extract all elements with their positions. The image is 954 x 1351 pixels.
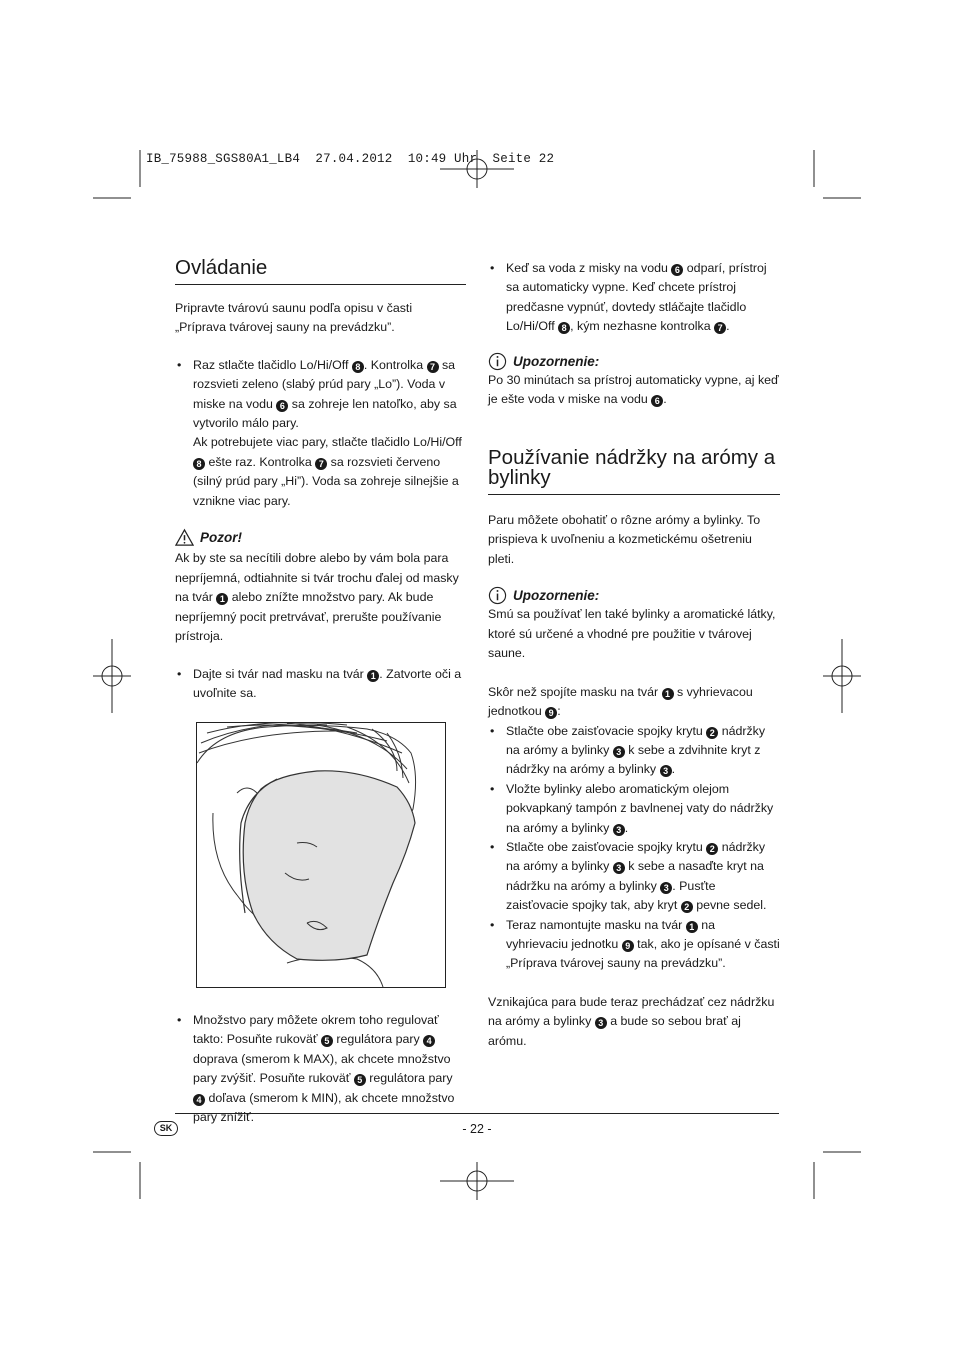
callout-1: 1 (367, 670, 379, 682)
left-column-bottom (175, 1011, 466, 1127)
intro-paragraph: Pripravte tvárovú saunu podľa opisu v časti „Príprava tvárovej sauny na prevádzku”. (175, 301, 413, 335)
page-number: - 22 - (462, 1122, 492, 1136)
info-icon (488, 586, 507, 605)
callout-6: 6 (651, 395, 663, 407)
callout-2: 2 (681, 901, 693, 913)
note-title: Upozornenie: (488, 586, 780, 605)
callout-6: 6 (671, 264, 683, 276)
face-sauna-illustration (196, 722, 446, 988)
list-item: • Stlačte obe zaisťovacie spojky krytu 2 nádržky na arómy a bylinky 3 k sebe a nasaďte kryt na nádržku na arómy a bylinky 3 . Pusťte zaisťovacie spojky tak, aby kryt 2 pevne sedel. (488, 838, 780, 916)
callout-3: 3 (660, 882, 672, 894)
warning-text: Ak by ste sa necítili dobre alebo by vám bola para nepríjemná, odtiahnite si tvár trochu ďalej od masky na tvár 1 alebo znížte množstvo pary. Ak bude nepríjemný pocit pretrvávať, prerušte používanie prístroja. (175, 551, 459, 644)
callout-3: 3 (613, 862, 625, 874)
callout-1: 1 (662, 688, 674, 700)
section-heading-aromy: Používanie nádržky na arómy a bylinky (488, 448, 780, 495)
list-item: • Vložte bylinky alebo aromatickým olejom pokvapkaný tampón z bavlnenej vaty do nádržky na arómy a bylinky 3 . (488, 780, 780, 838)
warning-triangle-icon (175, 528, 194, 547)
callout-8: 8 (352, 361, 364, 373)
callout-7: 7 (427, 361, 439, 373)
callout-8: 8 (193, 458, 205, 470)
callout-1: 1 (216, 593, 228, 605)
note-text: Smú sa používať len také bylinky a aromatické látky, ktoré sú určené a vhodné pre použitie v tvárovej saune. (488, 607, 776, 661)
bullet-list (175, 1011, 466, 1127)
warning-title: Pozor! (175, 528, 466, 547)
callout-4: 4 (193, 1094, 205, 1106)
callout-3: 3 (660, 765, 672, 777)
callout-7: 7 (315, 458, 327, 470)
callout-4: 4 (423, 1035, 435, 1047)
list-item: • Teraz namontujte masku na tvár 1 na vyhrievaciu jednotku 9 tak, ako je opísané v časti „Príprava tvárovej sauny na prevádzku”. (488, 916, 780, 974)
footer-rule (175, 1113, 779, 1114)
callout-5: 5 (321, 1035, 333, 1047)
list-item: • Množstvo pary môžete okrem toho regulovať takto: Posuňte rukoväť 5 regulátora pary 4 doprava (smerom k MAX), ak chcete množstvo pary zvýšiť. Posuňte rukoväť 5 regulátora pary 4 doľava (smerom k MIN), ak chcete množstvo pary znížiť. (175, 1011, 466, 1127)
steps-list (488, 722, 780, 974)
callout-3: 3 (613, 746, 625, 758)
bullet-list (175, 356, 466, 511)
intro-paragraph: Paru môžete obohatiť o rôzne arómy a bylinky. To prispieva k uvoľneniu a kozmetickému ošetreniu pleti. (488, 512, 761, 566)
list-item: • Raz stlačte tlačidlo Lo/Hi/Off 8 . Kontrolka 7 sa rozsvieti zeleno (slabý prúd pary „Lo”). Voda v miske na vodu 6 sa zohreje len natoľko, aby sa vytvorilo málo pary. Ak potrebujete viac pary, stlačte tlačidlo Lo/Hi/Off 8 ešte raz. Kontrolka 7 sa rozsvieti červeno (silný prúd pary „Hi”). Voda sa zohreje silnejšie a vznikne viac pary. (175, 356, 466, 511)
print-slug: IB_75988_SGS80A1_LB4 27.04.2012 10:49 Uhr Seite 22 (146, 152, 555, 166)
callout-9: 9 (622, 940, 634, 952)
callout-3: 3 (595, 1017, 607, 1029)
closing-paragraph: Vznikajúca para bude teraz prechádzať cez nádržku na arómy a bylinky 3 a bude so sebou brať aj arómu. (488, 994, 775, 1048)
language-badge: SK (154, 1121, 178, 1136)
callout-7: 7 (714, 322, 726, 334)
callout-6: 6 (276, 400, 288, 412)
list-item: • Stlačte obe zaisťovacie spojky krytu 2 nádržky na arómy a bylinky 3 k sebe a zdvihnite kryt z nádržky na arómy a bylinky 3 . (488, 722, 780, 780)
callout-5: 5 (354, 1074, 366, 1086)
note-text: Po 30 minútach sa prístroj automaticky vypne, aj keď je ešte voda v miske na vodu 6 . (488, 373, 779, 407)
list-item: • Keď sa voda z misky na vodu 6 odparí, prístroj sa automaticky vypne. Keď chcete prístroj predčasne vypnúť, dovtedy stláčajte tlačidlo Lo/Hi/Off 8 , kým nezhasne kontrolka 7 . (488, 259, 780, 337)
callout-2: 2 (706, 843, 718, 855)
note-title: Upozornenie: (488, 352, 780, 371)
procedure-intro: Skôr než spojíte masku na tvár 1 s vyhrievacou jednotkou 9 : (488, 684, 753, 719)
info-icon (488, 352, 507, 371)
callout-3: 3 (613, 824, 625, 836)
bullet-list (175, 665, 466, 704)
face-over-mask-image (197, 723, 445, 987)
callout-1: 1 (686, 921, 698, 933)
callout-8: 8 (558, 322, 570, 334)
left-column (175, 258, 466, 703)
callout-9: 9 (545, 707, 557, 719)
bullet-list (488, 259, 780, 337)
callout-2: 2 (706, 727, 718, 739)
section-heading-ovladanie: Ovládanie (175, 258, 466, 285)
list-item: • Dajte si tvár nad masku na tvár 1 . Zatvorte oči a uvoľnite sa. (175, 665, 466, 704)
right-column (488, 259, 780, 1051)
